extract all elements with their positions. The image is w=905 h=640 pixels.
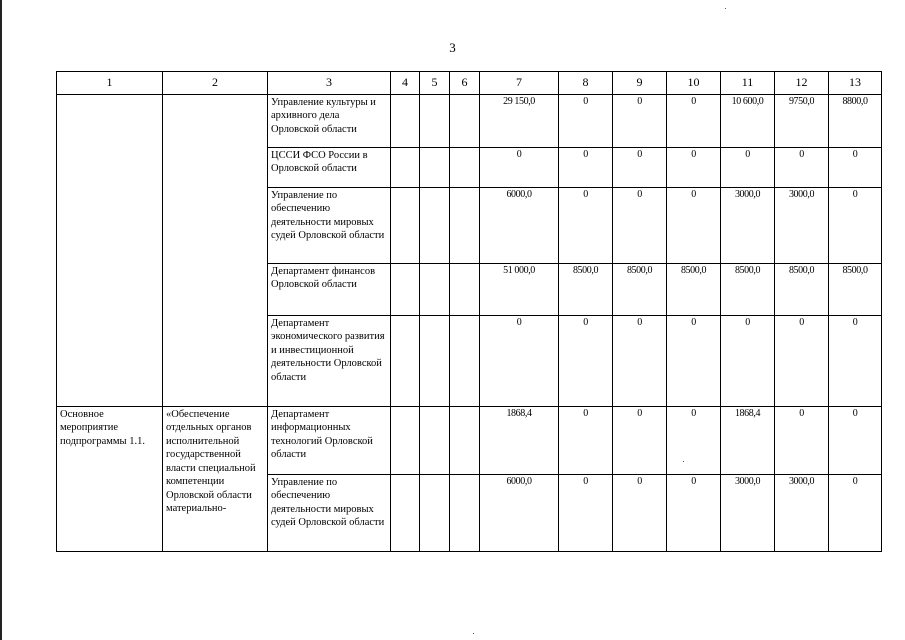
responsible-executor-cell: Департамент информационных технологий Орловской области [268,407,391,475]
value-cell: 0 [559,95,613,148]
column-header: 4 [391,72,420,95]
empty-cell [420,316,450,407]
value-cell: 0 [667,407,721,475]
empty-cell [420,264,450,316]
column-header: 6 [450,72,480,95]
empty-cell [450,316,480,407]
value-cell: 0 [613,148,667,188]
value-cell: 29 150,0 [480,95,559,148]
value-cell: 0 [829,148,882,188]
value-cell: 1868,4 [721,407,775,475]
column-header: 12 [775,72,829,95]
empty-cell [450,264,480,316]
value-cell: 0 [721,148,775,188]
column-header: 11 [721,72,775,95]
column-header: 1 [57,72,163,95]
value-cell: 0 [480,148,559,188]
value-cell: 3000,0 [775,475,829,552]
value-cell: 1868,4 [480,407,559,475]
responsible-executor-cell: Департамент финансов Орловской области [268,264,391,316]
value-cell: 8500,0 [829,264,882,316]
value-cell: 8500,0 [775,264,829,316]
value-cell: 0 [775,407,829,475]
empty-cell [420,188,450,264]
column-header: 8 [559,72,613,95]
scan-speck [473,633,474,634]
empty-cell [420,148,450,188]
value-cell: 3000,0 [721,188,775,264]
column-header: 7 [480,72,559,95]
empty-cell [450,95,480,148]
empty-cell [391,316,420,407]
value-cell: 0 [667,475,721,552]
column-header: 2 [163,72,268,95]
value-cell: 0 [613,95,667,148]
empty-cell [450,148,480,188]
empty-cell [420,95,450,148]
value-cell: 0 [775,316,829,407]
value-cell: 8500,0 [559,264,613,316]
value-cell: 0 [829,316,882,407]
header-row [57,72,882,95]
value-cell: 0 [775,148,829,188]
empty-cell [391,188,420,264]
responsible-executor-cell: ЦССИ ФСО России в Орловской области [268,148,391,188]
column-header: 5 [420,72,450,95]
value-cell: 8500,0 [613,264,667,316]
empty-cell [450,475,480,552]
column-header: 9 [613,72,667,95]
value-cell: 0 [613,188,667,264]
value-cell: 10 600,0 [721,95,775,148]
value-cell: 0 [667,188,721,264]
value-cell: 0 [667,316,721,407]
responsible-executor-cell: Управление культуры и архивного дела Орловской области [268,95,391,148]
table-row [57,407,882,475]
value-cell: 0 [559,148,613,188]
value-cell: 0 [613,407,667,475]
responsible-executor-cell: Департамент экономического развития и инвестиционной деятельности Орловской области [268,316,391,407]
value-cell: 51 000,0 [480,264,559,316]
empty-cell [163,95,268,407]
value-cell: 6000,0 [480,188,559,264]
empty-cell [420,407,450,475]
empty-cell [391,95,420,148]
empty-cell [420,475,450,552]
value-cell: 0 [559,407,613,475]
value-cell: 3000,0 [775,188,829,264]
empty-cell [57,95,163,407]
empty-cell [391,407,420,475]
budget-table [56,71,882,552]
column-header: 3 [268,72,391,95]
value-cell: 8500,0 [667,264,721,316]
value-cell: 0 [613,316,667,407]
value-cell: 0 [559,475,613,552]
value-cell: 0 [829,188,882,264]
value-cell: 6000,0 [480,475,559,552]
empty-cell [391,148,420,188]
value-cell: 0 [829,407,882,475]
value-cell: 8500,0 [721,264,775,316]
value-cell: 0 [559,316,613,407]
empty-cell [391,475,420,552]
value-cell: 0 [559,188,613,264]
event-description-cell: «Обеспечение отдельных органов исполнительной государственной власти специальной компетенции Орловской области материально- [163,407,268,552]
responsible-executor-cell: Управление по обеспечению деятельности мировых судей Орловской области [268,188,391,264]
page-number: 3 [449,40,456,55]
scan-speck [725,8,726,9]
column-header: 10 [667,72,721,95]
empty-cell [391,264,420,316]
column-header: 13 [829,72,882,95]
value-cell: 0 [480,316,559,407]
value-cell: 0 [721,316,775,407]
scan-edge [0,0,2,640]
empty-cell [450,188,480,264]
value-cell: 0 [667,95,721,148]
value-cell: 3000,0 [721,475,775,552]
value-cell: 0 [667,148,721,188]
value-cell: 9750,0 [775,95,829,148]
responsible-executor-cell: Управление по обеспечению деятельности мировых судей Орловской области [268,475,391,552]
empty-cell [450,407,480,475]
table-row [57,95,882,148]
event-name-cell: Основное мероприятие подпрограммы 1.1. [57,407,163,552]
value-cell: 8800,0 [829,95,882,148]
value-cell: 0 [829,475,882,552]
value-cell: 0 [613,475,667,552]
